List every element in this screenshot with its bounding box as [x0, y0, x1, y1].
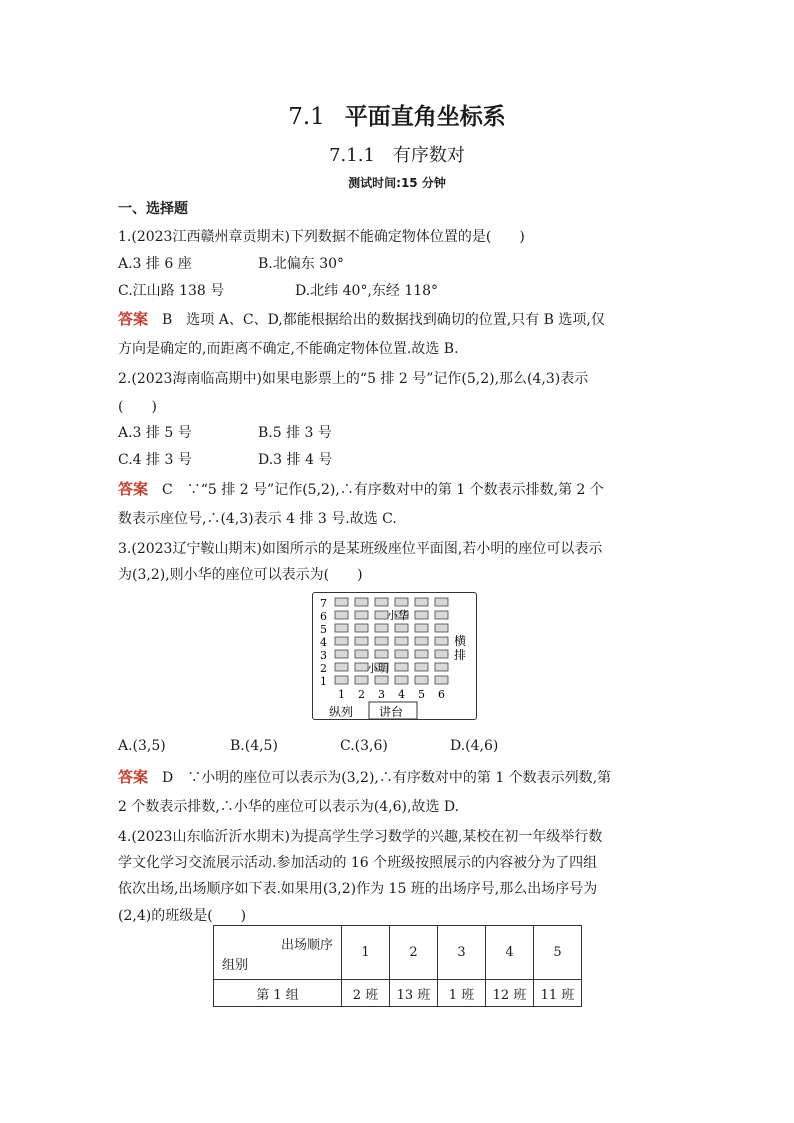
table-cell: 12 班: [486, 980, 534, 1007]
table-col-header: 4: [486, 926, 534, 980]
q4-stem-line4: (2,4)的班级是( ): [118, 908, 247, 924]
q2-answer: [118, 478, 604, 499]
row-number-label: 2: [320, 662, 327, 675]
seat: [395, 637, 408, 645]
row-number-label: 7: [320, 597, 327, 610]
answer-tag: 答案: [118, 310, 149, 328]
seat: [395, 676, 408, 684]
side-label-pai: 排: [454, 648, 467, 662]
col-number-label: 2: [358, 688, 365, 701]
q3-answer-text: D ∵小明的座位可以表示为(3,2),∴有序数对中的第 1 个数表示列数,第: [162, 770, 612, 786]
q4-stem-line2: 学文化学习交流展示活动.参加活动的 16 个班级按照展示的内容被分为了四组: [118, 855, 598, 871]
q3-stem-cont: 为(3,2),则小华的座位可以表示为( ): [118, 567, 363, 583]
seat: [335, 598, 348, 606]
test-time: 测试时间:15 分钟: [348, 176, 446, 190]
side-label-heng: 横: [454, 634, 467, 648]
q4-stem: 4.(2023山东临沂沂水期末)为提高学生学习数学的兴趣,某校在初一年级举行数: [118, 829, 603, 845]
q3-stem: 3.(2023辽宁鞍山期末)如图所示的是某班级座位平面图,若小明的座位可以表示: [118, 541, 603, 557]
row-number-label: 5: [320, 623, 327, 636]
answer-tag: 答案: [118, 768, 149, 786]
q4-stem-line3: 依次出场,出场顺序如下表.如果用(3,2)作为 15 班的出场序号,那么出场序号为: [118, 881, 598, 897]
seat: [415, 676, 428, 684]
q1-answer: [118, 308, 605, 329]
seat: [435, 637, 448, 645]
subsection-title: 有序数对: [392, 145, 465, 166]
table-col-header: 5: [534, 926, 582, 980]
col-number-label: 1: [338, 688, 345, 701]
table-cell: 11 班: [534, 980, 582, 1007]
q2-stem-cont: ( ): [118, 399, 157, 415]
q4-order-table: [213, 925, 582, 1007]
seat: [335, 611, 348, 619]
q1-option-b: B.北偏东 30°: [258, 256, 345, 272]
seat: [435, 650, 448, 658]
q3-option-a: A.(3,5): [118, 738, 166, 754]
seat: [415, 650, 428, 658]
q1-option-c: C.江山路 138 号: [118, 283, 225, 299]
q1-answer-cont: 方向是确定的,而距离不确定,不能确定物体位置.故选 B.: [118, 341, 459, 357]
subsection-number: 7.1.1: [329, 145, 375, 166]
seat: [335, 676, 348, 684]
seat: [355, 676, 368, 684]
table-col-header: 3: [438, 926, 486, 980]
seat: [395, 650, 408, 658]
seat: [435, 663, 448, 671]
q2-option-c: C.4 排 3 号: [118, 452, 192, 468]
row-number-label: 4: [320, 636, 327, 649]
seat: [355, 650, 368, 658]
answer-tag: 答案: [118, 480, 149, 498]
col-number-label: 3: [378, 688, 385, 701]
bottom-label-jiangtai: 讲台: [379, 705, 404, 719]
col-number-label: 6: [438, 688, 445, 701]
seat: [395, 598, 408, 606]
seat: [435, 624, 448, 632]
table-cell: 1 班: [438, 980, 486, 1007]
seat: [375, 676, 388, 684]
q2-answer-text: C ∵“5 排 2 号”记作(5,2),∴有序数对中的第 1 个数表示排数,第 2 个: [162, 482, 604, 498]
col-number-label: 5: [418, 688, 425, 701]
seat-map-svg: [313, 593, 476, 719]
q2-option-b: B.5 排 3 号: [258, 425, 332, 441]
seat: [415, 663, 428, 671]
corner-header-top: 出场顺序: [280, 938, 333, 953]
seat: [375, 598, 388, 606]
table-col-header: 1: [342, 926, 390, 980]
q1-stem: 1.(2023江西赣州章贡期末)下列数据不能确定物体位置的是( ): [118, 229, 525, 245]
page-subtitle: [0, 141, 794, 167]
q1-option-d: D.北纬 40°,东经 118°: [295, 283, 439, 299]
table-cell: 13 班: [390, 980, 438, 1007]
corner-header-bottom: 组别: [222, 958, 249, 973]
seat: [435, 598, 448, 606]
q3-option-b: B.(4,5): [230, 738, 278, 754]
seat: [355, 598, 368, 606]
seat-map-figure: [312, 592, 477, 720]
seat: [375, 650, 388, 658]
seat: [415, 637, 428, 645]
seat: [435, 611, 448, 619]
seat: [355, 637, 368, 645]
seat: [395, 624, 408, 632]
row-number-label: 3: [320, 649, 327, 662]
table-cell: 2 班: [342, 980, 390, 1007]
section-title: 平面直角坐标系: [344, 104, 506, 130]
section-label: 一、选择题: [118, 201, 188, 217]
seat: [355, 624, 368, 632]
table-header-row: [214, 926, 582, 980]
q2-option-d: D.3 排 4 号: [258, 452, 333, 468]
bottom-label-zonglie: 纵列: [329, 705, 354, 719]
col-number-label: 4: [398, 688, 405, 701]
seat: [415, 598, 428, 606]
seat: [375, 624, 388, 632]
section-number: 7.1: [288, 104, 325, 130]
seat: [335, 637, 348, 645]
seat: [435, 676, 448, 684]
q3-option-d: D.(4,6): [450, 738, 499, 754]
seat: [395, 663, 408, 671]
seat: [355, 611, 368, 619]
row-number-label: 6: [320, 610, 327, 623]
seat: [335, 650, 348, 658]
seat: [335, 624, 348, 632]
q3-answer: [118, 766, 611, 787]
xiaoming-label: 小明: [367, 662, 389, 675]
q2-stem: 2.(2023海南临高期中)如果电影票上的“5 排 2 号”记作(5,2),那么(4,3)表示: [118, 371, 589, 387]
seat: [335, 663, 348, 671]
page-title: [0, 98, 794, 131]
table-row: [214, 980, 582, 1007]
table-corner-cell: [214, 926, 342, 980]
seat: [415, 611, 428, 619]
seat: [375, 637, 388, 645]
row-number-label: 1: [320, 675, 327, 688]
q1-option-a: A.3 排 6 座: [118, 256, 192, 272]
q2-option-a: A.3 排 5 号: [118, 425, 192, 441]
table-col-header: 2: [390, 926, 438, 980]
q2-answer-cont: 数表示座位号,∴(4,3)表示 4 排 3 号.故选 C.: [118, 511, 397, 527]
xiaohua-label: 小华: [387, 609, 409, 622]
table-row-label: 第 1 组: [214, 980, 342, 1007]
seat: [415, 624, 428, 632]
q3-answer-cont: 2 个数表示排数,∴小华的座位可以表示为(4,6),故选 D.: [118, 799, 460, 815]
q3-option-c: C.(3,6): [340, 738, 388, 754]
q1-answer-text: B 选项 A、C、D,都能根据给出的数据找到确切的位置,只有 B 选项,仅: [162, 312, 605, 328]
